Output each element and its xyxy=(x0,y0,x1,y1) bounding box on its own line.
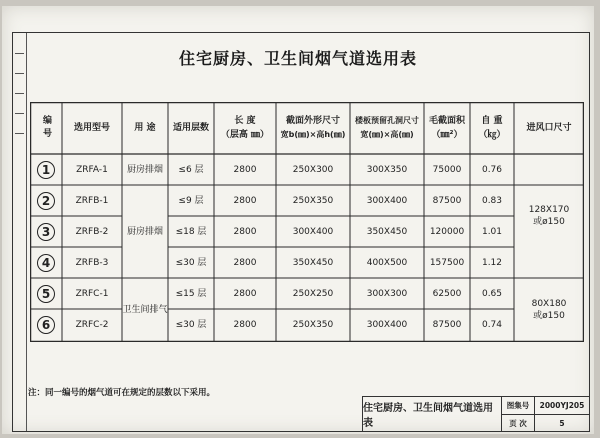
row-floors-cell: ≤9 层 xyxy=(178,195,204,206)
row-area-cell: 75000 xyxy=(432,164,462,175)
row-number-cell xyxy=(30,247,62,278)
row-number-cell xyxy=(30,185,62,216)
header-weight xyxy=(470,102,514,154)
header-hole-top: 楼板预留孔洞尺寸 xyxy=(355,116,419,125)
row-weight-cell: 0.74 xyxy=(481,319,503,330)
inlet-group-2-size: 80X180 xyxy=(531,299,567,309)
footnote: 注：同一编号的烟气道可在规定的层数以下采用。 xyxy=(28,388,216,398)
row-length-cell: 2800 xyxy=(233,288,257,299)
inlet-group-2-alt: 或ø150 xyxy=(533,311,565,321)
row-number-cell xyxy=(30,309,62,340)
header-length-bottom: （层高 ㎜） xyxy=(220,130,270,140)
row-number-cell xyxy=(30,154,62,185)
row-model-cell: ZRFB-1 xyxy=(75,195,109,206)
row-number-cell xyxy=(30,278,62,309)
row-number-circle: 1 xyxy=(37,161,55,179)
use-bath: 卫生间排气 xyxy=(122,305,168,315)
row-area-cell: 87500 xyxy=(432,319,462,330)
inlet-group-1 xyxy=(514,154,584,278)
drawing-sheet xyxy=(2,6,594,434)
row-number-cell xyxy=(30,216,62,247)
title-block-name: 住宅厨房、卫生间烟气道选用表 xyxy=(363,397,502,431)
row-area-cell: 157500 xyxy=(429,257,465,268)
row-model-cell: ZRFB-3 xyxy=(75,257,109,268)
inlet-group-2 xyxy=(514,278,584,342)
row-hole-cell: 400X500 xyxy=(366,257,408,268)
row-length-cell: 2800 xyxy=(233,164,257,175)
row-hole-cell: 300X350 xyxy=(366,164,408,175)
row-weight-cell: 1.01 xyxy=(481,226,503,237)
row-floors-cell: ≤6 层 xyxy=(178,164,204,175)
row-outer-cell: 250X300 xyxy=(292,164,334,175)
header-weight-top: 自 重 xyxy=(481,116,503,126)
row-floors-cell: ≤30 层 xyxy=(175,319,207,330)
row-hole-cell: 300X400 xyxy=(366,319,408,330)
row-outer-cell: 300X400 xyxy=(292,226,334,237)
row-length-cell: 2800 xyxy=(233,257,257,268)
header-use: 用 途 xyxy=(134,123,156,133)
use-kitchen-a: 厨房排烟 xyxy=(126,164,163,175)
inlet-group-1-size: 128X170 xyxy=(528,205,570,215)
header-length-top: 长 度 xyxy=(234,116,256,126)
header-inlet: 进风口尺寸 xyxy=(526,123,572,133)
page-title: 住宅厨房、卫生间烟气道选用表 xyxy=(178,49,417,68)
row-length-cell: 2800 xyxy=(233,319,257,330)
row-outer-cell: 250X250 xyxy=(292,288,334,299)
header-length xyxy=(214,102,276,154)
header-outer-top: 截面外形尺寸 xyxy=(285,116,340,126)
header-area xyxy=(424,102,470,154)
row-area-cell: 120000 xyxy=(429,226,465,237)
row-outer-cell: 350X450 xyxy=(292,257,334,268)
header-hole xyxy=(350,102,424,154)
row-floors-cell: ≤15 层 xyxy=(175,288,207,299)
selection-table xyxy=(30,102,584,342)
row-number-circle: 3 xyxy=(37,223,55,241)
row-model-cell: ZRFC-1 xyxy=(75,288,109,299)
header-hole-bottom: 宽(㎜)×高(㎜) xyxy=(360,130,414,139)
row-weight-cell: 1.12 xyxy=(481,257,503,268)
atlas-label: 图集号 xyxy=(502,397,535,414)
row-weight-cell: 0.76 xyxy=(481,164,503,175)
use-kitchen-b: 厨房排烟 xyxy=(126,226,163,237)
row-number-circle: 2 xyxy=(37,192,55,210)
row-floors-cell: ≤18 层 xyxy=(175,226,207,237)
header-no xyxy=(30,102,62,154)
atlas-value: 2000YJ205 xyxy=(539,401,585,410)
header-weight-bottom: （㎏） xyxy=(478,130,506,140)
row-length-cell: 2800 xyxy=(233,226,257,237)
row-outer-cell: 250X350 xyxy=(292,195,334,206)
header-area-bottom: （㎜²） xyxy=(431,130,463,140)
page-value: 5 xyxy=(559,419,565,428)
title-block xyxy=(362,396,589,431)
row-length-cell: 2800 xyxy=(233,195,257,206)
row-weight-cell: 0.83 xyxy=(481,195,503,206)
row-hole-cell: 300X300 xyxy=(366,288,408,299)
row-model-cell: ZRFB-2 xyxy=(75,226,109,237)
row-area-cell: 87500 xyxy=(432,195,462,206)
binding-strip xyxy=(13,33,27,431)
row-number-circle: 4 xyxy=(37,254,55,272)
header-model: 选用型号 xyxy=(73,123,110,133)
row-model-cell: ZRFC-2 xyxy=(75,319,109,330)
row-area-cell: 62500 xyxy=(432,288,462,299)
inlet-group-1-alt: 或ø150 xyxy=(533,217,565,227)
header-outer-bottom: 宽b(㎜)×高h(㎜) xyxy=(280,130,346,139)
row-number-circle: 6 xyxy=(37,316,55,334)
header-floors: 适用层数 xyxy=(172,123,209,133)
header-outer xyxy=(276,102,350,154)
row-number-circle: 5 xyxy=(37,285,55,303)
row-floors-cell: ≤30 层 xyxy=(175,257,207,268)
row-hole-cell: 350X450 xyxy=(366,226,408,237)
header-area-top: 毛截面积 xyxy=(428,116,465,126)
row-hole-cell: 300X400 xyxy=(366,195,408,206)
header-no-text: 编号 xyxy=(41,115,51,141)
row-outer-cell: 250X350 xyxy=(292,319,334,330)
page-label: 页 次 xyxy=(502,415,535,432)
row-weight-cell: 0.65 xyxy=(481,288,503,299)
row-model-cell: ZRFA-1 xyxy=(76,164,108,175)
